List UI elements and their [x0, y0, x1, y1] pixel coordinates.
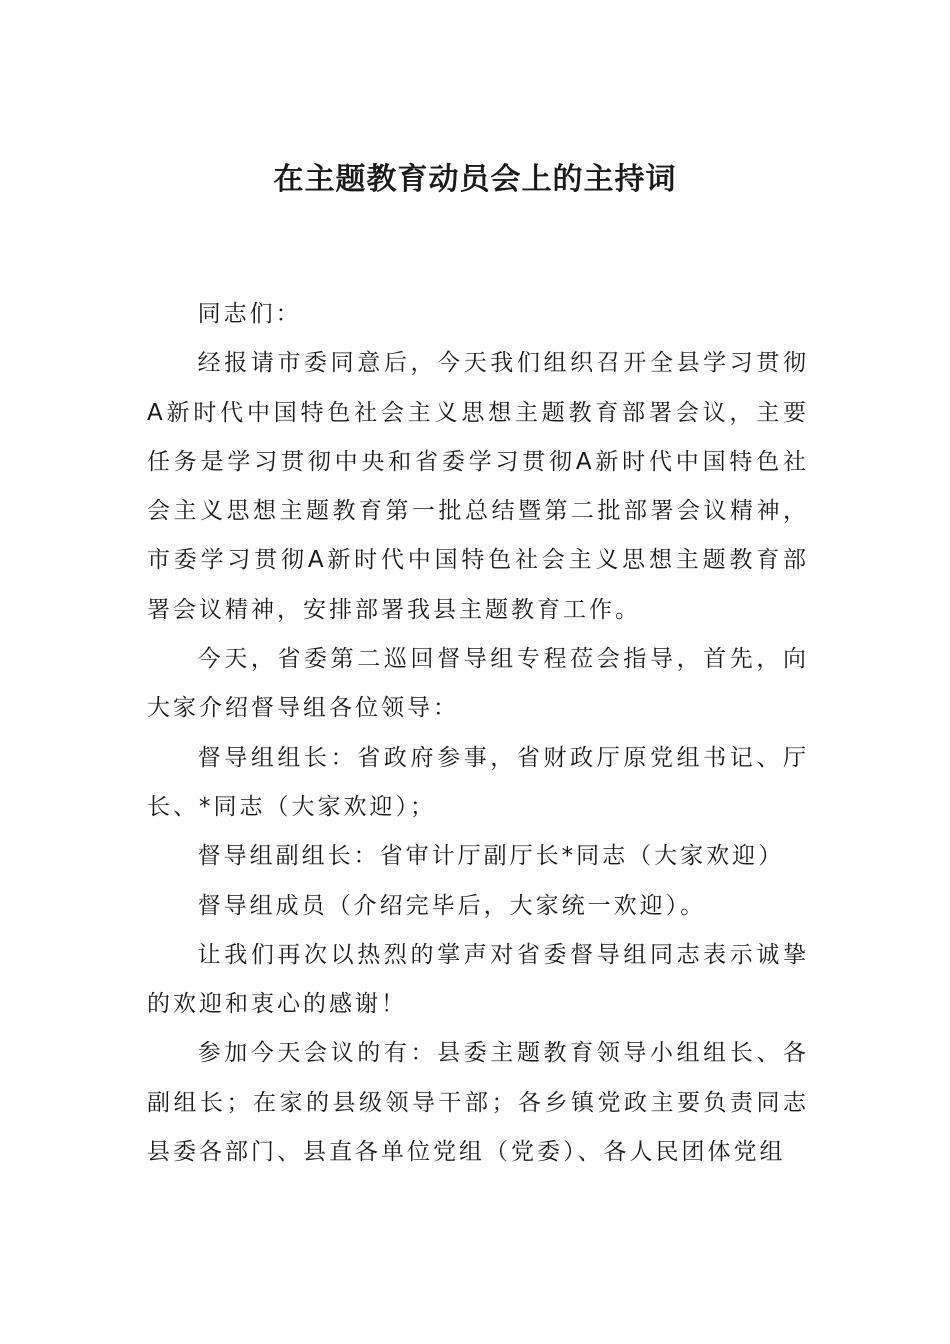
team-leader-paragraph: 督导组组长：省政府参事，省财政厅原党组书记、厅长、*同志（大家欢迎）； — [147, 744, 809, 820]
document-title: 在主题教育动员会上的主持词 — [273, 162, 677, 197]
meeting-purpose-paragraph: 经报请市委同意后，今天我们组织召开全县学习贯彻A新时代中国特色社会主义思想主题教育部署会议，主要任务是学习贯彻中央和省委学习贯彻A新时代中国特色社会主义思想主题教育第一批总结暨第二批部署会议精神，市委学习贯彻A新时代中国特色社会主义思想主题教育部署会议精神，安排部署我县主题教育工作。 — [147, 350, 809, 623]
document-body — [147, 290, 809, 1177]
welcome-paragraph: 让我们再次以热烈的掌声对省委督导组同志表示诚挚的欢迎和衷心的感谢！ — [147, 941, 809, 1018]
salutation-paragraph: 同志们： — [197, 301, 302, 327]
deputy-leader-paragraph: 督导组副组长：省审计厅副厅长*同志（大家欢迎） — [197, 843, 785, 870]
attendees-paragraph: 参加今天会议的有：县委主题教育领导小组组长、各副组长；在家的县级领导干部；各乡镇党政主要负责同志县委各部门、县直各单位党组（党委）、各人民团体党组 — [147, 1040, 809, 1166]
introduction-paragraph: 今天，省委第二巡回督导组专程莅会指导，首先，向大家介绍督导组各位领导： — [147, 646, 809, 722]
team-members-paragraph: 督导组成员（介绍完毕后，大家统一欢迎）。 — [197, 892, 707, 919]
